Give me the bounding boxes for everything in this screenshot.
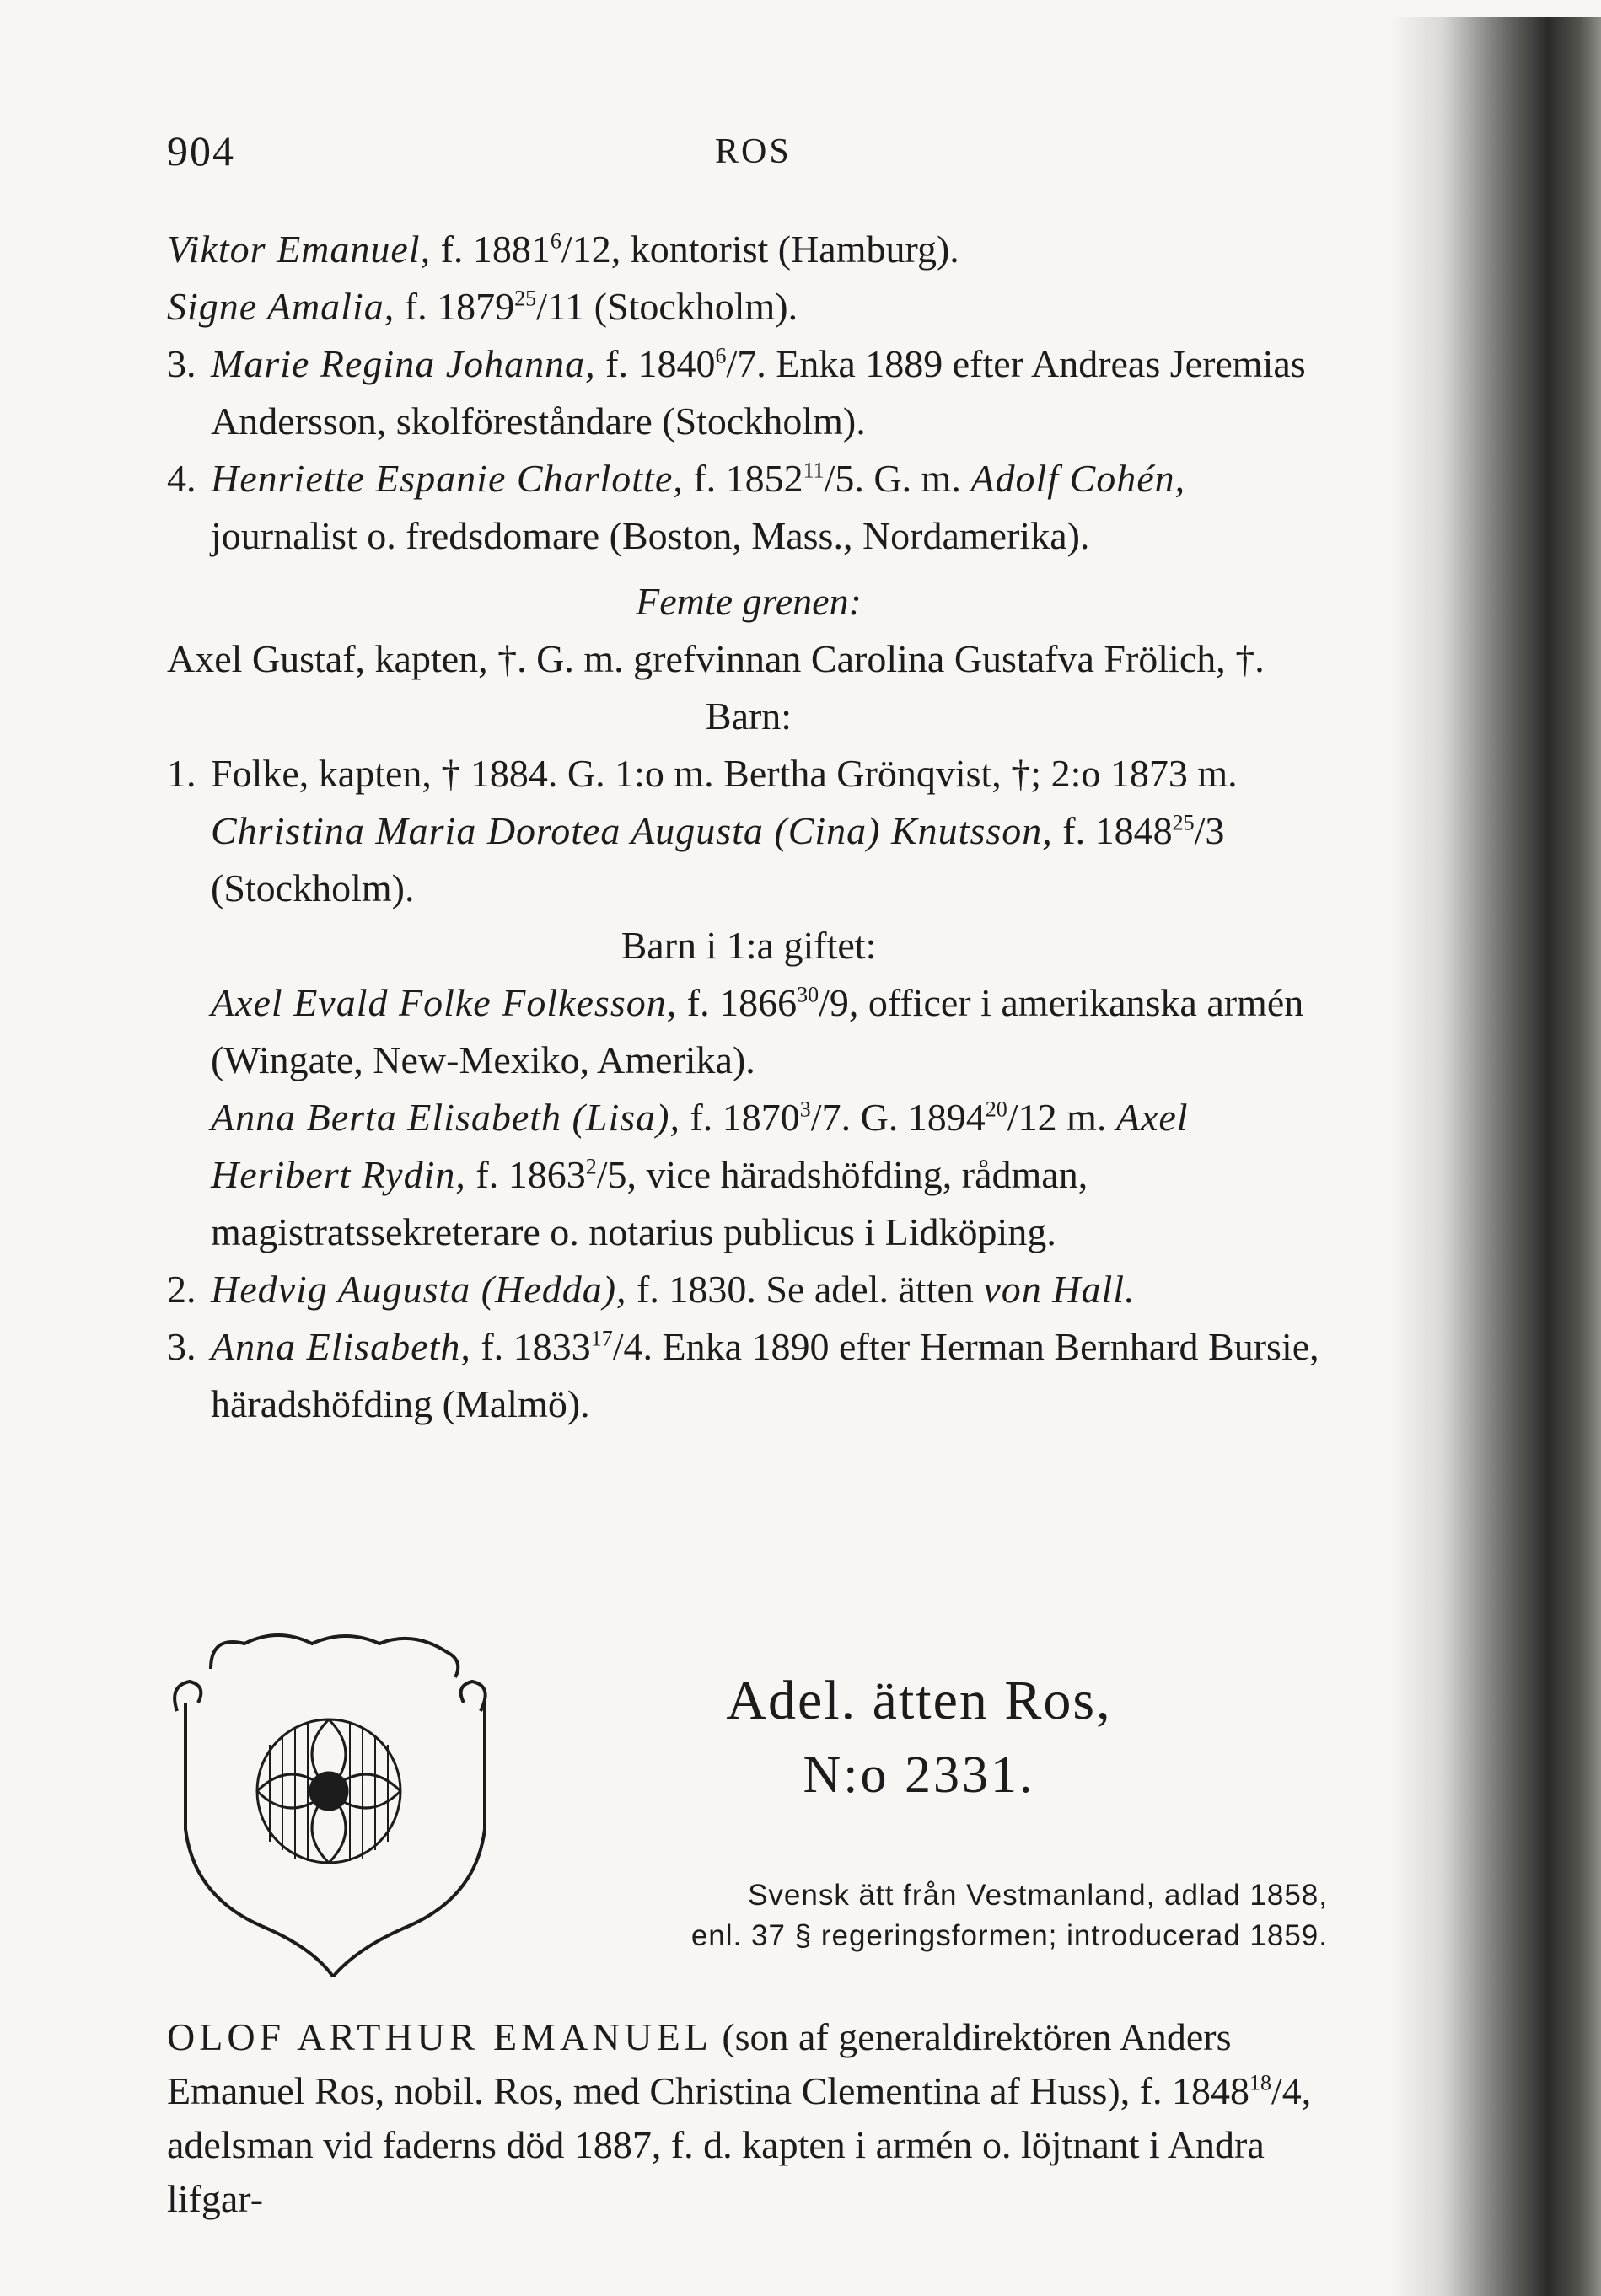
entry-axel-gustaf: Axel Gustaf, kapten, †. G. m. grefvinnan Carolina Gustafva Frölich, †.: [167, 637, 1265, 680]
ennoblement-heading: [506, 1665, 1332, 1813]
entry-olof-arthur: OLOF ARTHUR EMANUEL (son af generaldirektören Anders Emanuel Ros, nobil. Ros, med Christina Clementina af Huss), f. 1848$^{18}$/4, adelsman vid faderns död 1887, f. d. kapten i armén o. löjtnant i Andra lifgar-: [167, 2015, 1312, 2220]
entry-folke: 1. Folke, kapten, † 1884. G. 1:o m. Bertha Grönqvist, †; 2:o 1873 m. Christina Maria Dorotea Augusta (Cina) Knutsson, f. 1848$^{25}$/3 (Stockholm).: [167, 752, 1238, 909]
entry-marie: 3. Marie Regina Johanna, f. 1840$^6$/7. Enka 1889 efter Andreas Jeremias Andersson, skolföreståndare (Stockholm).: [167, 342, 1306, 443]
entry-anna-elisabeth: 3. Anna Elisabeth, f. 1833$^{17}$/4. Enka 1890 efter Herman Bernhard Bursie, häradshöfding (Malmö).: [167, 1325, 1319, 1425]
entry-signe: Signe Amalia, f. 1879$^{25}$/11 (Stockholm).: [167, 285, 798, 328]
barn-giftet-heading: Barn i 1:a giftet:: [621, 924, 877, 967]
running-title: ROS: [715, 132, 792, 171]
barn-heading: Barn:: [705, 695, 792, 738]
section-heading-femte-grenen: Femte grenen:: [636, 580, 862, 623]
entry-hedvig: 2. Hedvig Augusta (Hedda), f. 1830. Se adel. ätten von Hall.: [167, 1268, 1136, 1311]
entry-anna-berta: Anna Berta Elisabeth (Lisa), f. 1870$^3$/7. G. 1894$^{20}$/12 m. Axel Heribert Rydin, f. 1863$^2$/5, vice häradshöfding, rådman, magistratssekreterare o. notarius publicus i Lidköping.: [211, 1096, 1189, 1253]
rose-emblem: [257, 1719, 400, 1863]
entry-henriette: 4. Henriette Espanie Charlotte, f. 1852$^{11}$/5. G. m. Adolf Cohén, journalist o. fredsdomare (Boston, Mass., Nordamerika).: [167, 457, 1186, 557]
entries-block: [167, 221, 1330, 1433]
coat-of-arms-icon: [160, 1618, 514, 1981]
family-title: Adel. ätten Ros,: [726, 1670, 1112, 1731]
entry-viktor: Viktor Emanuel, f. 1881$^6$/12, kontorist (Hamburg).: [167, 228, 959, 271]
entry-axel-evald: Axel Evald Folke Folkesson, f. 1866$^{30}$/9, officer i amerikanska armén (Wingate, New-Mexiko, Amerika).: [211, 981, 1304, 1081]
page-binding-edge: [1390, 17, 1601, 2296]
origin-note: Svensk ätt från Vestmanland, adlad 1858, enl. 37 § regeringsformen; introducerad 1859.: [690, 1879, 1328, 1952]
page-header: [167, 126, 1347, 194]
family-number: N:o 2331.: [803, 1746, 1035, 1804]
page-number: 904: [167, 127, 235, 174]
